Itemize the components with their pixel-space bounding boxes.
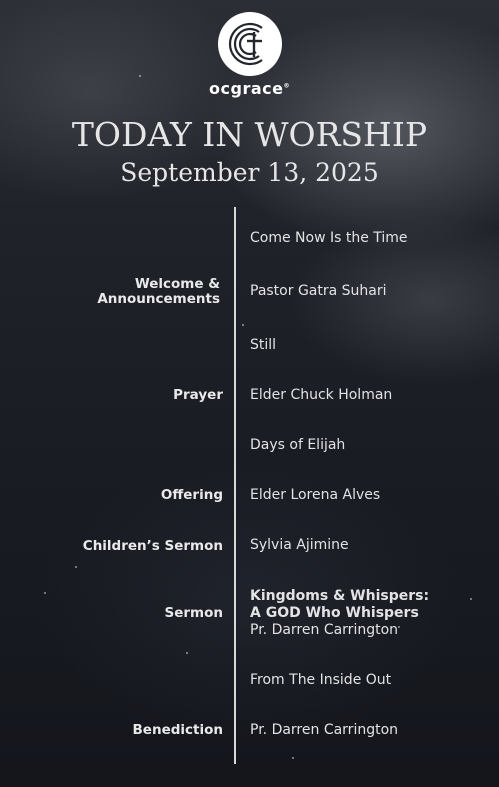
childrens-sermon-leader: Sylvia Ajimine [250,537,349,553]
service-date: September 13, 2025 [120,158,379,187]
offering-label: Offering [160,487,223,503]
page-title: TODAY IN WORSHIP [71,115,428,154]
benediction-label: Benediction [132,722,223,738]
welcome-leader: Pastor Gatra Suhari [250,283,387,299]
song-days-of-elijah: Days of Elijah [250,437,346,453]
sermon-title-line2: A GOD Who Whispers [250,605,419,621]
brand-text: ocgrace [209,79,284,98]
sermon-label: Sermon [164,605,223,621]
welcome-label-line2: Announcements [97,291,220,307]
circle-cross-logo-icon [216,10,284,78]
childrens-sermon-label: Children’s Sermon [82,538,223,554]
song-still: Still [250,337,277,353]
prayer-leader: Elder Chuck Holman [250,387,393,403]
offering-leader: Elder Lorena Alves [250,487,381,503]
sermon-title-line1: Kingdoms & Whispers: [250,588,430,604]
center-divider [234,207,236,764]
registered-mark: ® [283,82,290,90]
song-from-the-inside-out: From The Inside Out [250,672,392,688]
brand-name [0,79,499,98]
song-come-now: Come Now Is the Time [250,230,408,246]
benediction-leader: Pr. Darren Carrington [250,722,399,738]
prayer-label: Prayer [173,387,223,403]
welcome-announcements-label [97,277,220,307]
welcome-label-line1: Welcome & [134,276,220,292]
sermon-speaker: Pr. Darren Carrington [250,622,399,638]
